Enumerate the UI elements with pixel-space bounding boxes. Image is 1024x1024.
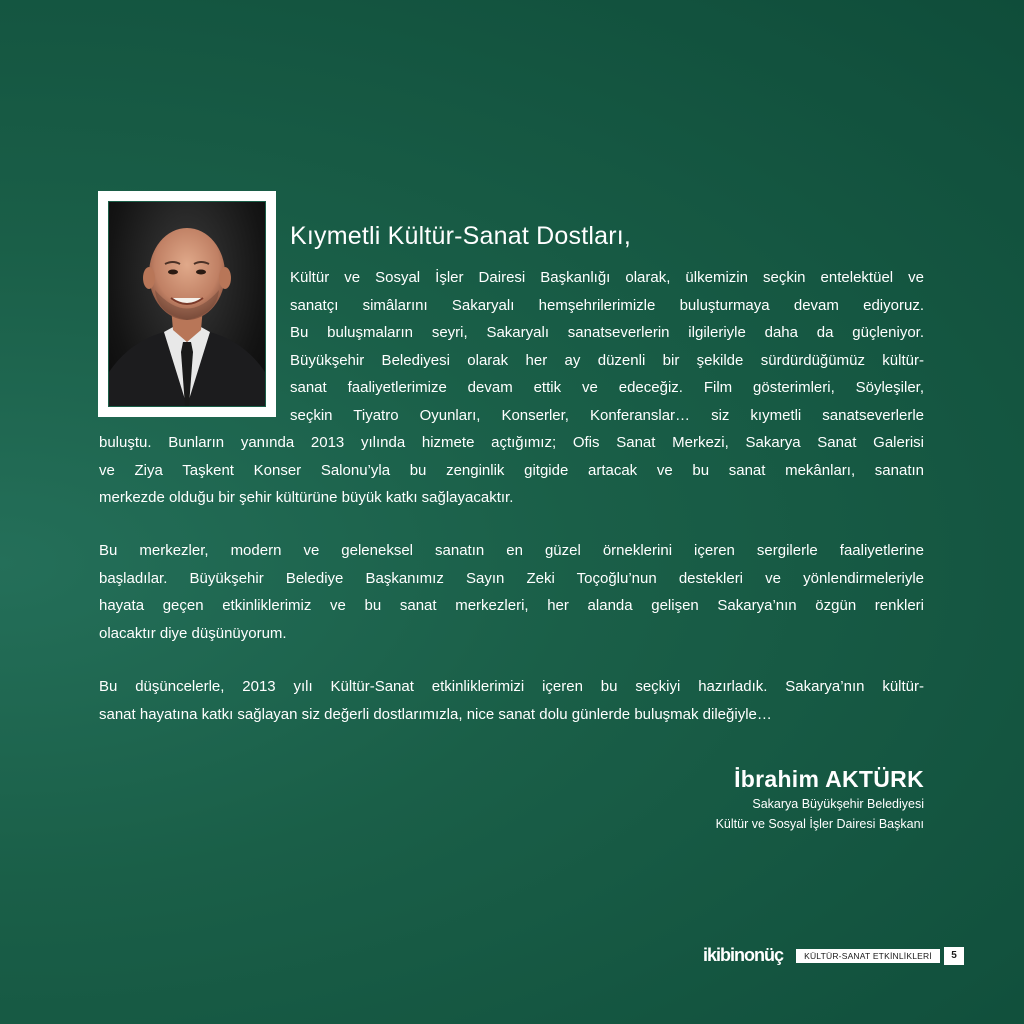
paragraph-2 xyxy=(99,537,924,647)
footer-section-label: KÜLTÜR-SANAT ETKİNLİKLERİ xyxy=(796,949,940,963)
signature-organization: Sakarya Büyükşehir Belediyesi xyxy=(752,797,924,811)
page-number: 5 xyxy=(944,947,964,965)
text-line: başladılar. Büyükşehir Belediye Başkanımız Sayın Zeki Toçoğlu’nun destekleri ve yönlendirmeleriyle xyxy=(99,569,924,587)
paragraph-3 xyxy=(99,673,924,728)
text-line: sanatçı simâlarını Sakaryalı hemşehrilerimizle buluşturmaya devam ediyoruz. xyxy=(290,296,924,314)
text-line: Bu düşüncelerle, 2013 yılı Kültür-Sanat etkinliklerimizi içeren bu seçkiyi hazırladık. Sakarya’nın kültür- xyxy=(99,678,924,695)
text-line: merkezde olduğu bir şehir kültürüne büyük katkı sağlayacaktır. xyxy=(99,489,514,506)
text-line: Bu buluşmaların seyri, Sakaryalı sanatseverlerin ilgileriyle daha da güçleniyor. xyxy=(290,324,924,341)
paragraph-1 xyxy=(99,429,924,512)
text-line: hayata geçen etkinliklerimiz ve bu sanat merkezleri, her alanda gelişen Sakarya’nın özgün renkleri xyxy=(99,597,924,614)
text-line: ve Ziya Taşkent Konser Salonu’yla bu zenginlik gitgide artacak ve bu sanat mekânları, sanatın xyxy=(99,461,924,479)
text-line: Büyükşehir Belediyesi olarak her ay düzenli bir şekilde sürdürdüğümüz kültür- xyxy=(290,351,924,369)
signature-title: Kültür ve Sosyal İşler Dairesi Başkanı xyxy=(715,817,924,831)
text-line: olacaktır diye düşünüyorum. xyxy=(99,624,287,642)
text-line: sanat hayatına katkı sağlayan siz değerli dostlarımızla, nice sanat dolu günlerde buluşmak dileğiyle… xyxy=(99,705,772,723)
text-line: Kültür ve Sosyal İşler Dairesi Başkanlığı olarak, ülkemizin seçkin entelektüel ve xyxy=(290,269,924,286)
signature-name: İbrahim AKTÜRK xyxy=(734,766,924,792)
text-line: Bu merkezler, modern ve geleneksel sanatın en güzel örneklerini içeren sergilerle faaliyetlerine xyxy=(99,542,924,559)
portrait-photo xyxy=(108,201,266,407)
portrait-photo-frame xyxy=(98,191,276,417)
letter-heading: Kıymetli Kültür-Sanat Dostları, xyxy=(290,222,632,250)
text-line: seçkin Tiyatro Oyunları, Konserler, Konferanslar… siz kıymetli sanatseverlerle xyxy=(290,406,924,424)
portrait-illustration xyxy=(109,202,265,406)
lead-paragraph xyxy=(290,264,924,429)
text-line: sanat faaliyetlerimize devam ettik ve edeceğiz. Film gösterimleri, Söyleşiler, xyxy=(290,379,924,396)
text-line: buluştu. Bunların yanında 2013 yılında hizmete açtığımız; Ofis Sanat Merkezi, Sakarya Sanat Galerisi xyxy=(99,434,924,451)
footer-brand-logo: ikibinonüç xyxy=(703,945,783,965)
